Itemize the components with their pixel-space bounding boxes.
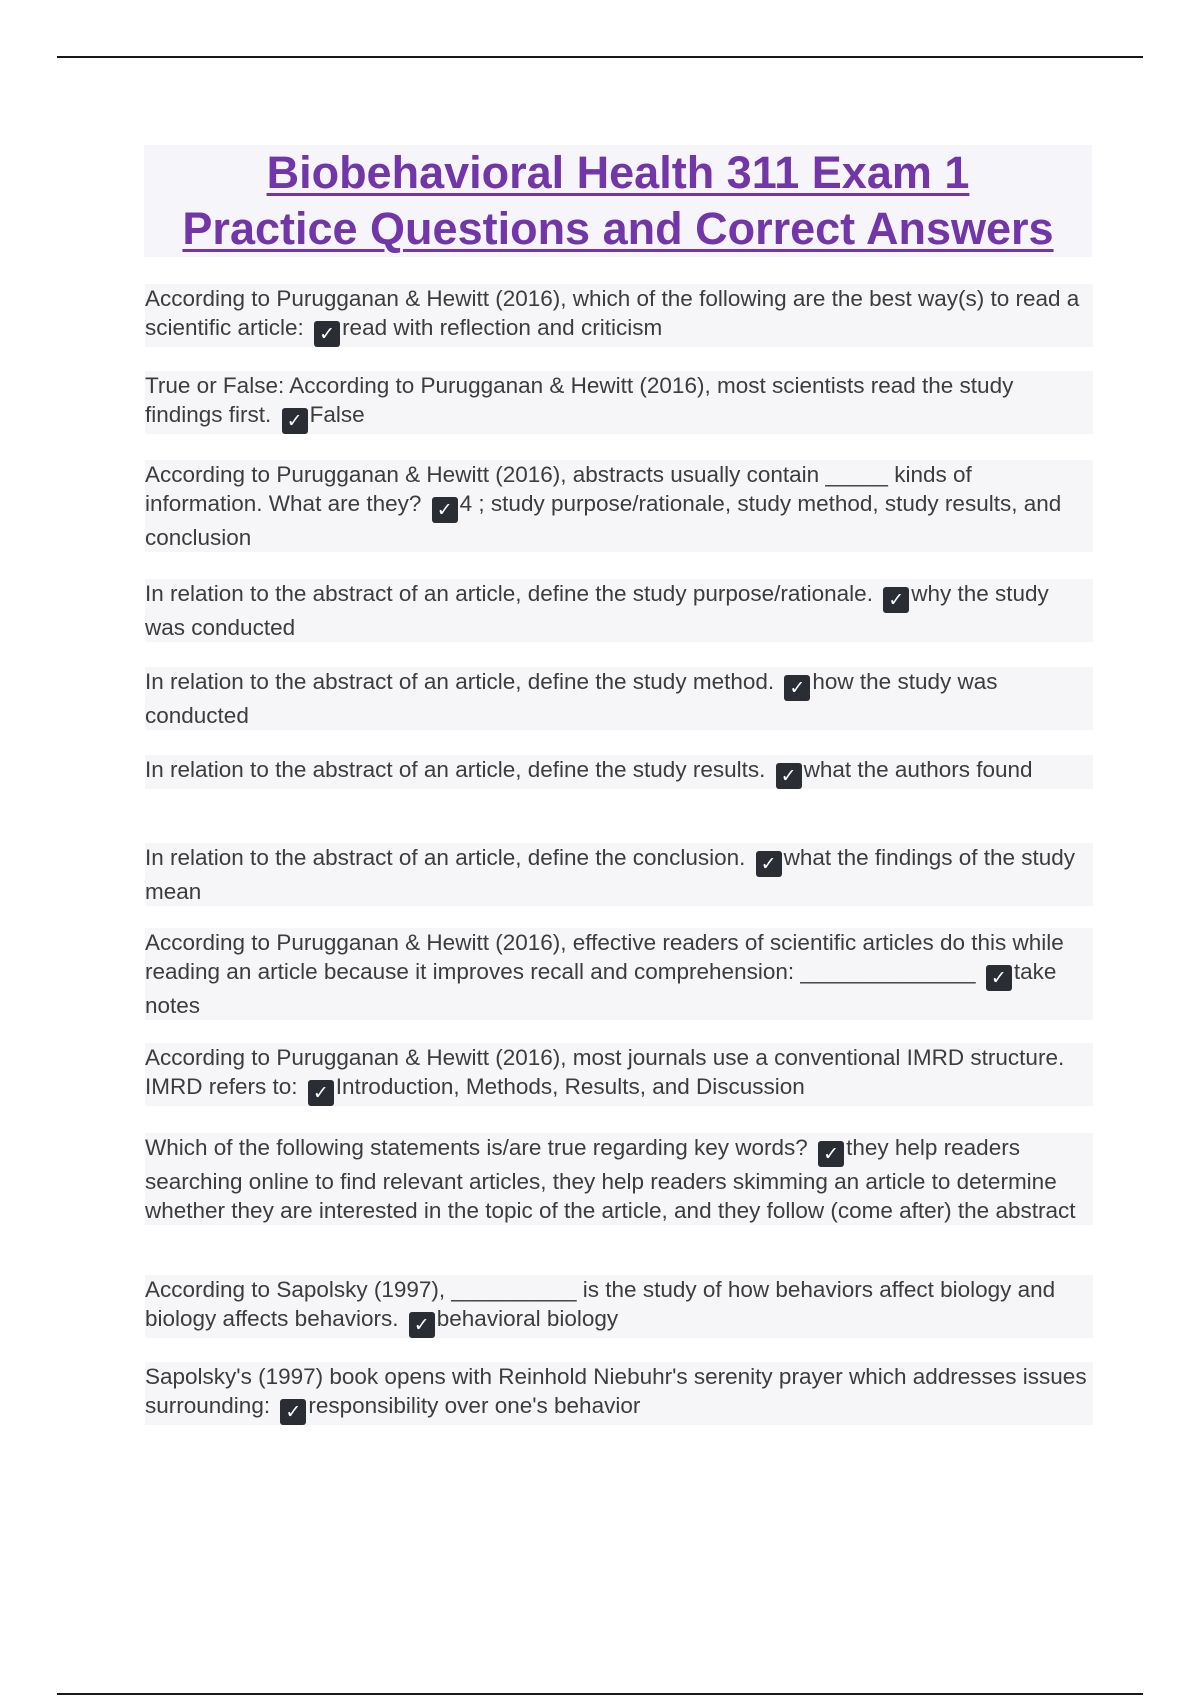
- check-box-icon: ✓: [986, 965, 1012, 991]
- answer-text: why the study was conducted: [145, 581, 1049, 640]
- check-box-icon: ✓: [776, 763, 802, 789]
- answer-text: what the findings of the study mean: [145, 845, 1076, 904]
- check-box-icon: ✓: [308, 1080, 334, 1106]
- question-text: According to Purugganan & Hewitt (2016), effective readers of scientific articles do this while reading an article because it improves recall and comprehension: ______________: [145, 930, 1064, 984]
- question-text: In relation to the abstract of an article, define the study method.: [145, 669, 775, 694]
- qa-item-9: [145, 1043, 1093, 1106]
- answer-text: how the study was conducted: [145, 669, 998, 728]
- qa-item-12: [145, 1362, 1093, 1425]
- question-text: In relation to the abstract of an article, define the study purpose/rationale.: [145, 581, 873, 606]
- qa-item-1: [145, 284, 1093, 347]
- bottom-rule: [57, 1693, 1143, 1695]
- check-box-icon: ✓: [409, 1312, 435, 1338]
- qa-item-11: [145, 1275, 1093, 1338]
- qa-item-5: [145, 667, 1093, 730]
- question-text: True or False: According to Purugganan & Hewitt (2016), most scientists read the study findings first.: [145, 373, 1014, 427]
- check-box-icon: ✓: [282, 408, 308, 434]
- question-text: According to Purugganan & Hewitt (2016), abstracts usually contain _____ kinds of information. What are they?: [145, 462, 972, 516]
- question-text: Sapolsky's (1997) book opens with Reinhold Niebuhr's serenity prayer which addresses issues surrounding:: [145, 1364, 1087, 1418]
- question-text: According to Purugganan & Hewitt (2016), which of the following are the best way(s) to read a scientific article:: [145, 286, 1080, 340]
- qa-item-10: [145, 1133, 1093, 1225]
- qa-item-8: [145, 928, 1093, 1020]
- check-box-icon: ✓: [818, 1141, 844, 1167]
- answer-text: 4 ; study purpose/rationale, study method, study results, and conclusion: [145, 491, 1062, 550]
- answer-text: read with reflection and criticism: [342, 315, 663, 340]
- answer-text: what the authors found: [803, 757, 1033, 782]
- check-box-icon: ✓: [280, 1399, 306, 1425]
- check-box-icon: ✓: [314, 321, 340, 347]
- answer-text: False: [309, 402, 365, 427]
- check-box-icon: ✓: [883, 587, 909, 613]
- answer-text: take notes: [145, 959, 1057, 1018]
- check-box-icon: ✓: [784, 675, 810, 701]
- question-text: According to Sapolsky (1997), __________ is the study of how behaviors affect biology and biology affects behaviors.: [145, 1277, 1056, 1331]
- qa-item-2: [145, 371, 1093, 434]
- question-text: In relation to the abstract of an article, define the study results.: [145, 757, 766, 782]
- top-rule: [57, 56, 1143, 58]
- title-line-2: Practice Questions and Correct Answers: [182, 203, 1054, 254]
- qa-item-6: [145, 755, 1093, 789]
- qa-item-7: [145, 843, 1093, 906]
- check-box-icon: ✓: [432, 497, 458, 523]
- check-box-icon: ✓: [756, 851, 782, 877]
- qa-item-4: [145, 579, 1093, 642]
- question-text: According to Purugganan & Hewitt (2016), most journals use a conventional IMRD structure. IMRD refers to:: [145, 1045, 1065, 1099]
- question-text: In relation to the abstract of an article, define the conclusion.: [145, 845, 746, 870]
- answer-text: Introduction, Methods, Results, and Discussion: [335, 1074, 805, 1099]
- answer-text: behavioral biology: [436, 1306, 619, 1331]
- qa-item-3: [145, 460, 1093, 552]
- question-text: Which of the following statements is/are true regarding key words?: [145, 1135, 808, 1160]
- document-title: [144, 145, 1092, 257]
- answer-text: responsibility over one's behavior: [308, 1393, 641, 1418]
- answer-text: they help readers searching online to find relevant articles, they help readers skimming an article to determine whether they are interested in the topic of the article, and they follow (come after) the abstract: [145, 1135, 1076, 1223]
- title-line-1: Biobehavioral Health 311 Exam 1: [266, 147, 970, 198]
